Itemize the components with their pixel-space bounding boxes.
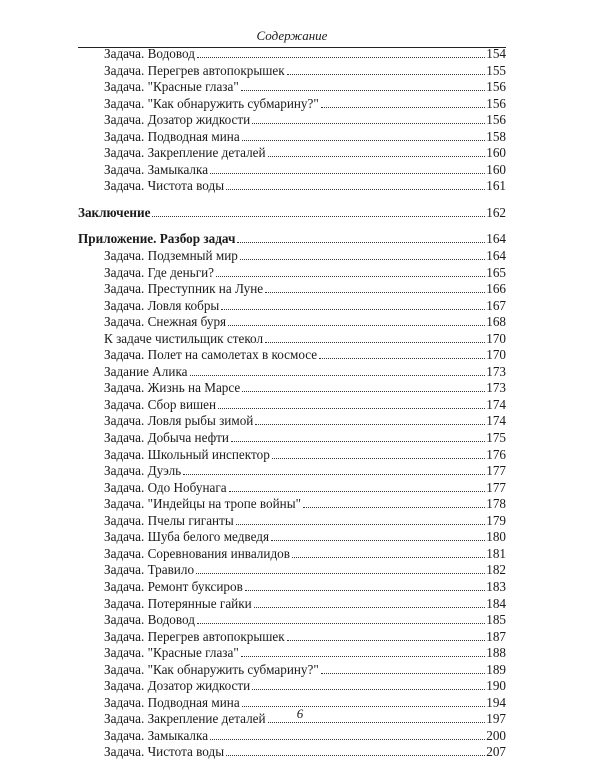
toc-entry-label: Задание Алика (104, 363, 188, 379)
toc-entry-label: Задача. Травило (104, 562, 195, 578)
toc-entry (78, 596, 506, 613)
toc-entry (78, 662, 506, 679)
toc-entry-label: Задача. Сбор вишен (104, 396, 217, 412)
toc-entry-label: Задача. Школьный инспектор (104, 446, 270, 462)
dot-leader (287, 640, 486, 641)
toc-section (78, 205, 506, 222)
toc-entry-page: 183 (486, 578, 506, 594)
toc-entry (78, 728, 506, 745)
toc-entry-page: 178 (486, 496, 506, 512)
toc-entry-label: Задача. Подземный мир (104, 248, 238, 264)
dot-leader (252, 123, 485, 124)
toc-entry (78, 364, 506, 381)
toc-entry-page: 179 (486, 512, 506, 528)
toc-entry-label: Задача. Дуэль (104, 463, 182, 479)
toc-entry-page: 182 (486, 562, 506, 578)
toc-entry-page: 155 (486, 62, 506, 78)
toc-entry-label: Задача. Закрепление деталей (104, 711, 266, 727)
toc-entry-page: 174 (486, 413, 506, 429)
toc-entry-label: Задача. Дозатор жидкости (104, 112, 251, 128)
toc-entry (78, 281, 506, 298)
dot-leader (241, 656, 485, 657)
toc-entry-page: 189 (486, 661, 506, 677)
toc-group (78, 46, 506, 195)
toc-entry-label: Задача. "Как обнаружить субмарину?" (104, 95, 319, 111)
toc-entry-label: Задача. Замыкалка (104, 161, 209, 177)
toc-entry-label: Задача. Соревнования инвалидов (104, 545, 290, 561)
dot-leader (240, 259, 485, 260)
toc-entry (78, 463, 506, 480)
toc-entry-page: 207 (486, 744, 506, 760)
toc-entry-label: К задаче чистильщик стекол (104, 330, 264, 346)
toc-entry-page: 200 (486, 727, 506, 743)
toc-entry-page: 173 (486, 363, 506, 379)
dot-leader (245, 590, 485, 591)
toc-entry-label: Задача. Шуба белого медведя (104, 529, 270, 545)
dot-leader (152, 216, 485, 217)
toc-section-label: Приложение. Разбор задач (78, 231, 236, 247)
toc-entry-page: 177 (486, 479, 506, 495)
toc-entry (78, 298, 506, 315)
toc-entry-label: Задача. Полет на самолетах в космосе (104, 347, 318, 363)
toc-entry-label: Задача. Чистота воды (104, 178, 225, 194)
toc-entry-page: 175 (486, 430, 506, 446)
toc-entry-label: Задача. Жизнь на Марсе (104, 380, 241, 396)
toc-entry-page: 170 (486, 330, 506, 346)
toc-entry (78, 629, 506, 646)
toc-entry-label: Задача. "Как обнаружить субмарину?" (104, 661, 319, 677)
toc-group (78, 195, 506, 222)
toc-entry-label: Задача. Замыкалка (104, 727, 209, 743)
toc-entry-page: 174 (486, 396, 506, 412)
toc-entry (78, 529, 506, 546)
toc-entry (78, 331, 506, 348)
dot-leader (229, 491, 486, 492)
toc-entry-page: 170 (486, 347, 506, 363)
toc-entry-label: Задача. Снежная буря (104, 314, 227, 330)
toc-entry-label: Задача. Ремонт буксиров (104, 578, 243, 594)
toc-entry-page: 161 (486, 178, 506, 194)
toc-entry-page: 156 (486, 79, 506, 95)
toc-entry (78, 397, 506, 414)
toc-entry-page: 197 (486, 711, 506, 727)
dot-leader (216, 276, 485, 277)
toc-entry (78, 546, 506, 563)
toc-entry (78, 480, 506, 497)
table-of-contents (78, 46, 506, 761)
toc-entry-label: Задача. Перегрев автопокрышек (104, 628, 285, 644)
toc-entry (78, 96, 506, 113)
toc-entry-label: Задача. Ловля кобры (104, 297, 220, 313)
dot-leader (221, 309, 485, 310)
toc-entry-page: 160 (486, 145, 506, 161)
dot-leader (268, 722, 486, 723)
dot-leader (272, 458, 485, 459)
toc-entry-label: Задача. Подводная мина (104, 694, 240, 710)
toc-entry-label: Задача. Подводная мина (104, 128, 240, 144)
toc-entry-label: Задача. Водовод (104, 46, 195, 61)
toc-entry-label: Задача. Закрепление деталей (104, 145, 266, 161)
toc-entry-page: 166 (486, 281, 506, 297)
toc-entry (78, 314, 506, 331)
dot-leader (292, 557, 485, 558)
toc-entry (78, 347, 506, 364)
dot-leader (231, 441, 485, 442)
running-header: Содержание (256, 28, 328, 43)
dot-leader (242, 391, 485, 392)
toc-entry (78, 145, 506, 162)
toc-entry-page: 156 (486, 112, 506, 128)
toc-entry-label: Задача. Чистота воды (104, 744, 225, 760)
dot-leader (321, 673, 485, 674)
toc-entry-page: 184 (486, 595, 506, 611)
dot-leader (321, 107, 485, 108)
toc-entry-page: 167 (486, 297, 506, 313)
toc-entry (78, 413, 506, 430)
toc-entry-page: 160 (486, 161, 506, 177)
toc-entry (78, 112, 506, 129)
toc-entry (78, 46, 506, 63)
dot-leader (197, 57, 485, 58)
toc-entry-page: 177 (486, 463, 506, 479)
toc-entry (78, 579, 506, 596)
toc-entry (78, 678, 506, 695)
dot-leader (183, 474, 485, 475)
toc-entry-page: 194 (486, 694, 506, 710)
toc-entry-page: 185 (486, 612, 506, 628)
dot-leader (287, 74, 486, 75)
dot-leader (241, 90, 485, 91)
toc-entry-page: 187 (486, 628, 506, 644)
toc-entry (78, 79, 506, 96)
toc-entry (78, 612, 506, 629)
toc-entry-page: 158 (486, 128, 506, 144)
dot-leader (228, 325, 485, 326)
dot-leader (226, 189, 485, 190)
toc-entry-label: Задача. Потерянные гайки (104, 595, 252, 611)
toc-entry (78, 430, 506, 447)
toc-entry-label: Задача. "Красные глаза" (104, 79, 239, 95)
dot-leader (237, 242, 485, 243)
dot-leader (254, 607, 486, 608)
dot-leader (226, 755, 485, 756)
toc-entry-page: 154 (486, 46, 506, 61)
toc-section-label: Заключение (78, 204, 151, 220)
toc-entry (78, 645, 506, 662)
dot-leader (265, 292, 485, 293)
toc-entry-page: 168 (486, 314, 506, 330)
toc-entry-label: Задача. Преступник на Луне (104, 281, 264, 297)
toc-entry-label: Задача. Дозатор жидкости (104, 678, 251, 694)
dot-leader (190, 375, 486, 376)
toc-entry-page: 165 (486, 264, 506, 280)
section-gap (78, 221, 506, 231)
toc-entry (78, 162, 506, 179)
toc-group (78, 221, 506, 761)
toc-entry-page: 156 (486, 95, 506, 111)
section-gap (78, 195, 506, 205)
toc-entry-label: Задача. Ловля рыбы зимой (104, 413, 254, 429)
toc-entry-label: Задача. "Красные глаза" (104, 645, 239, 661)
dot-leader (252, 689, 485, 690)
toc-entry (78, 513, 506, 530)
toc-section-page: 162 (486, 204, 506, 220)
toc-entry (78, 248, 506, 265)
toc-entry-page: 176 (486, 446, 506, 462)
toc-entry-page: 188 (486, 645, 506, 661)
dot-leader (210, 173, 485, 174)
toc-entry (78, 265, 506, 282)
toc-entry (78, 744, 506, 761)
dot-leader (242, 140, 486, 141)
dot-leader (268, 156, 486, 157)
toc-entry (78, 178, 506, 195)
dot-leader (210, 739, 485, 740)
toc-section (78, 231, 506, 248)
toc-entry-label: Задача. Добыча нефти (104, 430, 229, 446)
dot-leader (218, 408, 485, 409)
dot-leader (236, 524, 485, 525)
dot-leader (271, 540, 485, 541)
toc-entry (78, 380, 506, 397)
toc-entry-page: 190 (486, 678, 506, 694)
toc-entry-page: 181 (486, 545, 506, 561)
toc-section-page: 164 (486, 231, 506, 247)
dot-leader (255, 424, 485, 425)
toc-entry (78, 63, 506, 80)
dot-leader (265, 342, 485, 343)
toc-entry-label: Задача. Где деньги? (104, 264, 215, 280)
dot-leader (196, 573, 485, 574)
toc-entry (78, 496, 506, 513)
toc-entry-page: 164 (486, 248, 506, 264)
toc-entry (78, 129, 506, 146)
dot-leader (303, 507, 485, 508)
dot-leader (319, 358, 485, 359)
page-number: 6 (296, 706, 304, 721)
toc-entry-label: Задача. Одо Нобунага (104, 479, 227, 495)
toc-entry-page: 173 (486, 380, 506, 396)
toc-entry-label: Задача. Пчелы гиганты (104, 512, 234, 528)
toc-entry-label: Задача. "Индейцы на тропе войны" (104, 496, 301, 512)
toc-entry-label: Задача. Перегрев автопокрышек (104, 62, 285, 78)
toc-entry-page: 180 (486, 529, 506, 545)
dot-leader (197, 623, 485, 624)
toc-entry (78, 447, 506, 464)
toc-entry-label: Задача. Водовод (104, 612, 195, 628)
toc-entry (78, 562, 506, 579)
